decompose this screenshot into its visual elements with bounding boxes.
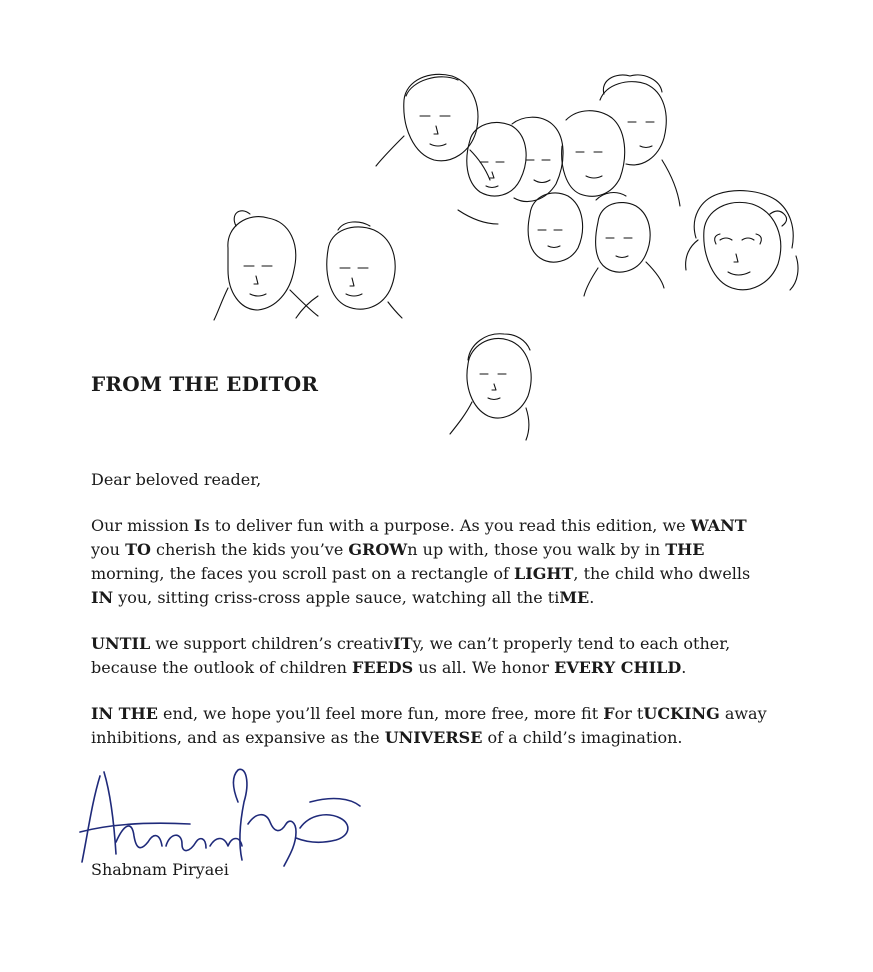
- page-title: FROM THE EDITOR: [91, 372, 319, 396]
- letter-paragraph-1: Our mission Is to deliver fun with a purpose. As you read this edition, we WANT you TO cherish the kids you’ve GROWn up with, those you walk by in THE morning, the faces you scroll past on a rectangle of LIGHT, the child who dwells IN you, sitting criss-cross apple sauce, watching all the tiME.: [91, 516, 751, 607]
- face-drawing-grandmother: [686, 191, 798, 290]
- face-drawing-cluster-center: [458, 75, 680, 224]
- face-drawing-girl-left: [214, 211, 318, 320]
- letter-paragraph-2: UNTIL we support children’s creativITy, we can’t properly tend to each other, because the outlook of children FEEDS us all. We honor EVERY CHILD.: [91, 634, 731, 677]
- letter-greeting: Dear beloved reader,: [91, 470, 262, 489]
- letter-paragraph-3: IN THE end, we hope you’ll feel more fun, more free, more fit For tUCKING away inhibitions, and as expansive as the UNIVERSE of a child’s imagination.: [91, 704, 767, 747]
- face-drawing-cluster-lower: [528, 193, 664, 296]
- handwritten-signature: [70, 762, 370, 872]
- face-drawing-girl-right: [296, 222, 402, 318]
- face-drawing-boy-top: [376, 74, 490, 180]
- face-drawing-boy-center: [450, 334, 531, 440]
- signer-name: Shabnam Piryaei: [91, 860, 229, 879]
- letter-body: [91, 468, 771, 772]
